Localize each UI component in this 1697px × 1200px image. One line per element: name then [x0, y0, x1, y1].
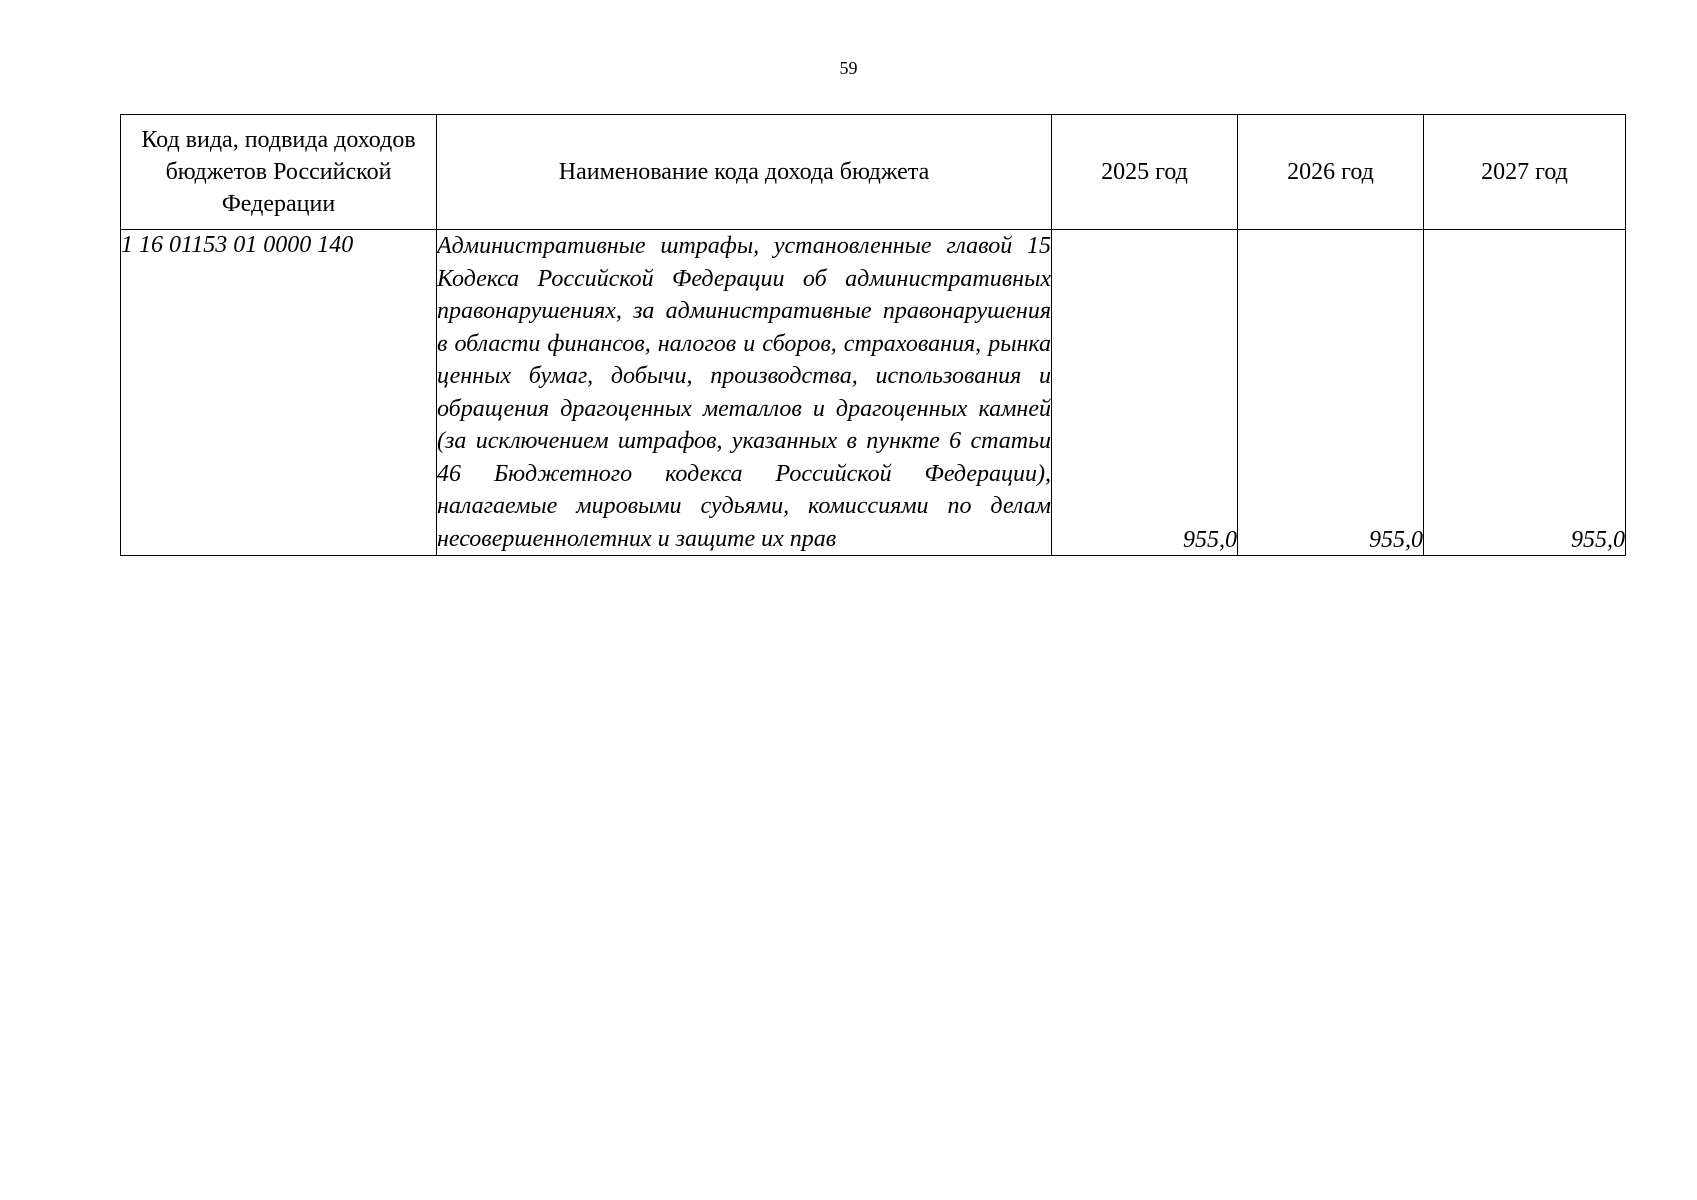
cell-name: Административные штрафы, установленные главой 15 Кодекса Российской Федерации об административных правонарушениях, за административные правонарушения в области финансов, налогов и сборов, страхования, рынка ценных бумаг, добычи, производства, использования и обращения драгоценных металлов и драгоценных камней (за исключением штрафов, указанных в пункте 6 статьи 46 Бюджетного кодекса Российской Федерации), налагаемые мировыми судьями, комиссиями по делам несовершеннолетних и защите их прав	[437, 230, 1052, 556]
header-code: Код вида, подвида доходов бюджетов Российской Федерации	[121, 115, 437, 230]
table-row	[121, 230, 1626, 556]
cell-year-2027: 955,0	[1424, 230, 1626, 556]
cell-year-2025: 955,0	[1052, 230, 1238, 556]
table-header	[121, 115, 1626, 230]
header-row	[121, 115, 1626, 230]
header-year-2026: 2026 год	[1238, 115, 1424, 230]
revenue-table	[120, 114, 1626, 556]
cell-year-2026: 955,0	[1238, 230, 1424, 556]
header-year-2027: 2027 год	[1424, 115, 1626, 230]
header-name: Наименование кода дохода бюджета	[437, 115, 1052, 230]
page-number: 59	[839, 58, 858, 78]
table-body	[121, 230, 1626, 556]
header-year-2025: 2025 год	[1052, 115, 1238, 230]
cell-code: 1 16 01153 01 0000 140	[121, 230, 437, 556]
